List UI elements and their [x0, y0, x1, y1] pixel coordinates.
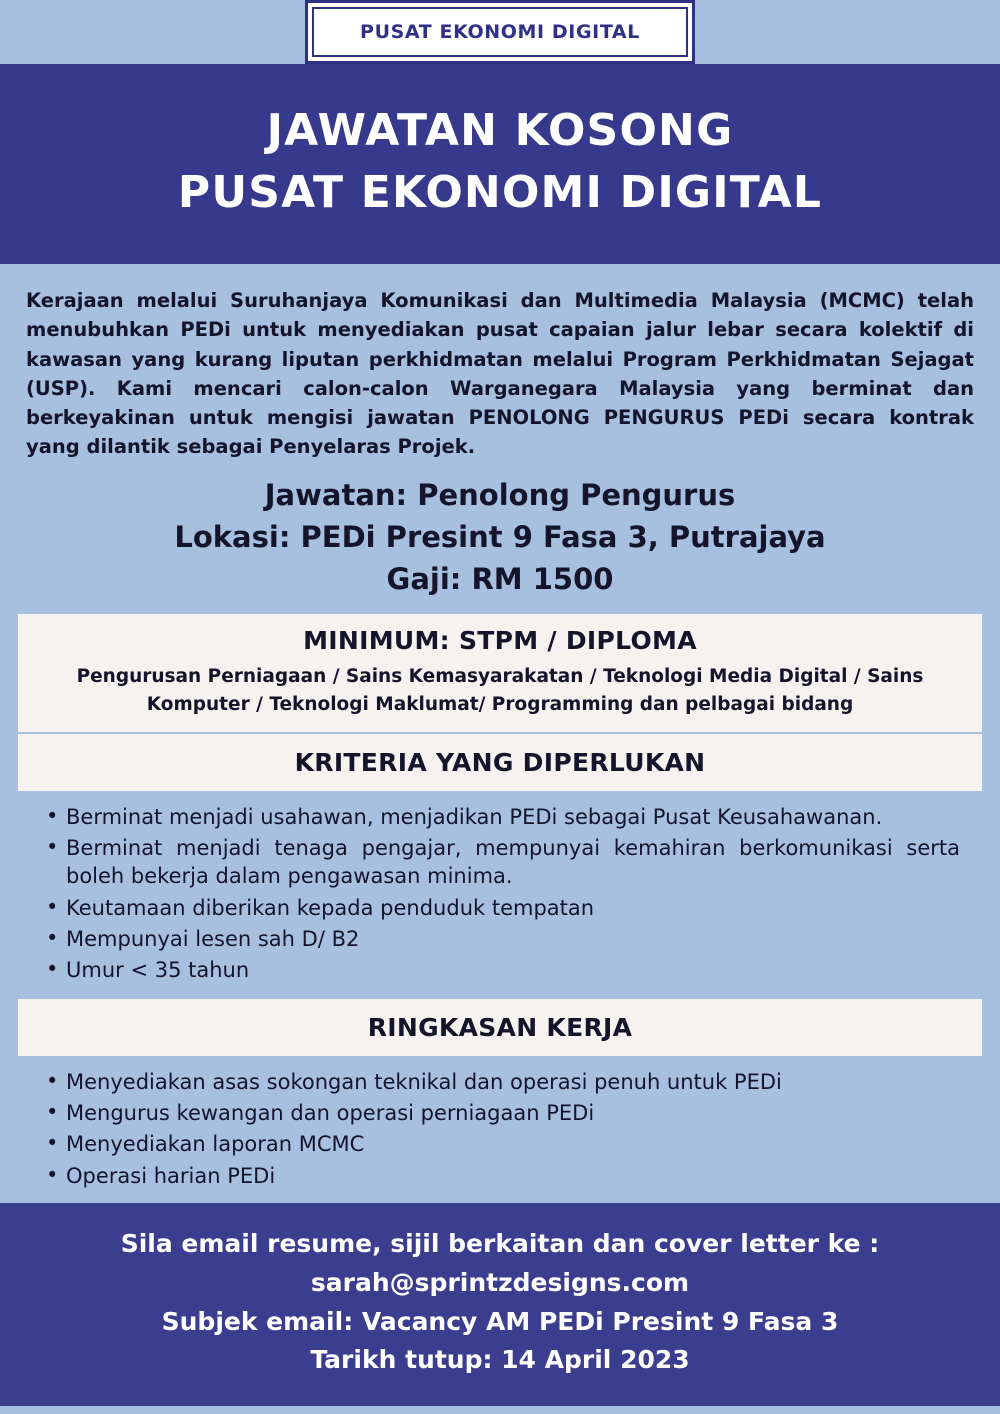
list-item: • Menyediakan asas sokongan teknikal dan operasi penuh untuk PEDi: [62, 1068, 966, 1096]
job-summary-panel: [18, 999, 982, 1056]
qualification-title: MINIMUM: STPM / DIPLOMA: [303, 625, 697, 655]
logo-box: [305, 0, 695, 64]
list-item: • Mengurus kewangan dan operasi perniagaan PEDi: [62, 1099, 966, 1127]
qualification-body: Pengurusan Perniagaan / Sains Kemasyarakatan / Teknologi Media Digital / Sains Komputer / Teknologi Maklumat/ Programming dan pelbagai bidang: [76, 665, 924, 715]
list-item: • Mempunyai lesen sah D/ B2: [62, 925, 966, 953]
criteria-title: KRITERIA YANG DIPERLUKAN: [294, 747, 706, 777]
logo-inner-frame: [312, 7, 688, 57]
list-item: • Umur < 35 tahun: [62, 956, 966, 984]
list-item: • Berminat menjadi tenaga pengajar, mempunyai kemahiran berkomunikasi serta boleh bekerja dalam pengawasan minima.: [62, 834, 966, 891]
intro-paragraph: Kerajaan melalui Suruhanjaya Komunikasi dan Multimedia Malaysia (MCMC) telah menubuhkan PEDi untuk menyediakan pusat capaian jalur lebar secara kolektif di kawasan yang kurang liputan perkhidmatan melalui Program Perkhidmatan Sejagat (USP). Kami mencari calon-calon Warganegara Malaysia yang berminat dan berkeyakinan untuk mengisi jawatan PENOLONG PENGURUS PEDi secara kontrak yang dilantik sebagai Penyelaras Projek.: [26, 289, 974, 459]
job-summary-list: [0, 1056, 1000, 1203]
list-item: • Keutamaan diberikan kepada penduduk tempatan: [62, 894, 966, 922]
headline-line-1: JAWATAN KOSONG: [266, 105, 734, 156]
bottom-strip: [0, 1406, 1000, 1414]
qualification-panel: [18, 614, 982, 733]
headline-band: [0, 64, 1000, 264]
footer-band: [0, 1203, 1000, 1406]
footer-line-1: Sila email resume, sijil berkaitan dan cover letter ke :: [120, 1229, 880, 1259]
criteria-panel: [18, 734, 982, 791]
list-item: • Operasi harian PEDi: [62, 1162, 966, 1190]
criteria-list: [0, 791, 1000, 998]
position-lokasi: Lokasi: PEDi Presint 9 Fasa 3, Putrajaya: [174, 519, 826, 554]
job-summary-title: RINGKASAN KERJA: [367, 1012, 633, 1042]
position-jawatan: Jawatan: Penolong Pengurus: [264, 477, 736, 512]
footer-closing-date: Tarikh tutup: 14 April 2023: [310, 1345, 690, 1375]
position-block: [0, 468, 1000, 614]
headline-line-2: PUSAT EKONOMI DIGITAL: [177, 167, 823, 219]
footer-email[interactable]: sarah@sprintzdesigns.com: [310, 1267, 690, 1297]
list-item: • Berminat menjadi usahawan, menjadikan PEDi sebagai Pusat Keusahawanan.: [62, 803, 966, 831]
footer-subject: Subjek email: Vacancy AM PEDi Presint 9 Fasa 3: [161, 1306, 839, 1336]
position-gaji: Gaji: RM 1500: [386, 561, 614, 596]
logo-text: PUSAT EKONOMI DIGITAL: [360, 21, 640, 43]
logo-band: [0, 0, 1000, 64]
list-item: • Menyediakan laporan MCMC: [62, 1130, 966, 1158]
